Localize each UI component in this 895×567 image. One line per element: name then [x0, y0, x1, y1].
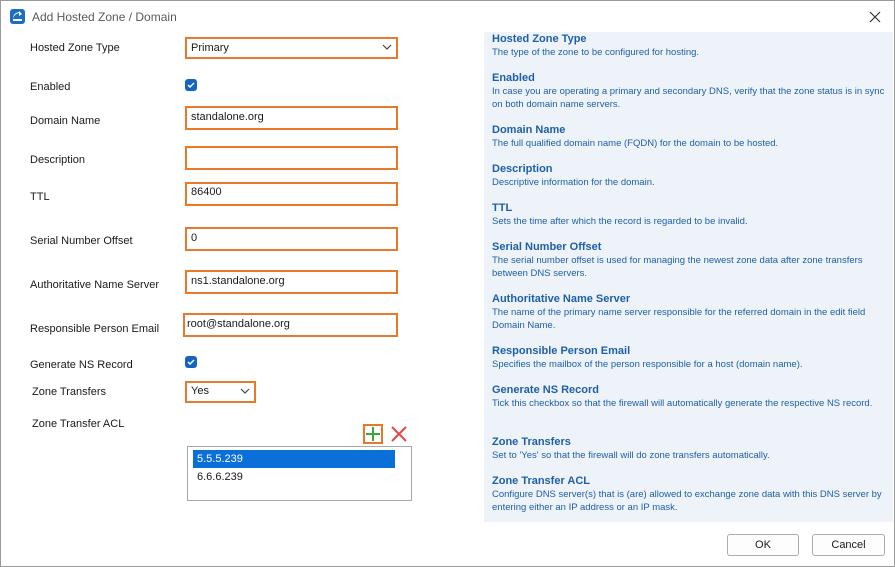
acl-label: Zone Transfer ACL [32, 418, 125, 430]
help-desc: The full qualified domain name (FQDN) for the domain to be hosted. [492, 138, 779, 149]
acl-listbox[interactable] [187, 446, 412, 501]
help-desc: Set to 'Yes' so that the firewall will do zone transfers automatically. [492, 450, 770, 461]
cancel-button[interactable]: Cancel [812, 534, 885, 556]
auth-ns-input[interactable]: ns1.standalone.org [185, 270, 398, 294]
help-title: Authoritative Name Server [492, 293, 631, 305]
help-desc: Sets the time after which the record is regarded to be invalid. [492, 216, 748, 227]
help-desc: Configure DNS server(s) that is (are) allowed to exchange zone data with this DNS server by entering either an IP address or an IP mask. [492, 489, 882, 513]
close-icon [864, 6, 886, 28]
ttl-input[interactable]: 86400 [185, 182, 398, 206]
close-button[interactable] [864, 6, 886, 28]
delete-x-icon [389, 424, 409, 444]
zone-transfers-label: Zone Transfers [32, 386, 106, 398]
hosted-zone-type-select[interactable] [185, 37, 398, 59]
help-title: Hosted Zone Type [492, 33, 587, 45]
help-desc: The type of the zone to be configured for hosting. [492, 47, 700, 58]
ttl-label: TTL [30, 191, 50, 203]
help-desc: The serial number offset is used for managing the newest zone data after zone transfers between DNS servers. [492, 255, 863, 279]
help-title: Domain Name [492, 124, 566, 136]
help-desc: In case you are operating a primary and secondary DNS, verify that the zone status is in sync on both domain name servers. [492, 86, 885, 110]
help-title: TTL [492, 202, 513, 214]
remove-acl-button[interactable] [389, 424, 409, 444]
help-title: Zone Transfers [492, 436, 571, 448]
gen-ns-checkbox[interactable] [185, 356, 197, 368]
description-label: Description [30, 154, 86, 166]
chevron-down-icon [381, 41, 393, 53]
gen-ns-label: Generate NS Record [30, 359, 133, 371]
window-title: Add Hosted Zone / Domain [32, 10, 177, 24]
app-logo-icon [10, 9, 25, 24]
ok-button[interactable]: OK [727, 534, 799, 556]
resp-person-input[interactable]: root@standalone.org [183, 313, 398, 337]
domain-name-label: Domain Name [30, 115, 101, 127]
checkmark-icon [186, 80, 196, 90]
help-title: Serial Number Offset [492, 241, 602, 253]
zone-transfers-value: Yes [191, 385, 209, 397]
serial-offset-input[interactable]: 0 [185, 227, 398, 251]
help-title: Generate NS Record [492, 384, 599, 396]
help-desc: The name of the primary name server responsible for the referred domain in the edit field Domain Name. [492, 307, 866, 331]
serial-offset-label: Serial Number Offset [30, 235, 133, 247]
list-item[interactable]: 6.6.6.239 [197, 471, 243, 483]
zone-transfers-select[interactable] [185, 381, 256, 403]
auth-ns-label: Authoritative Name Server [30, 279, 159, 291]
help-desc: Specifies the mailbox of the person responsible for a host (domain name). [492, 359, 803, 370]
help-title: Description [492, 163, 553, 175]
plus-icon [365, 426, 381, 442]
help-title: Enabled [492, 72, 535, 84]
resp-person-label: Responsible Person Email [30, 323, 160, 335]
domain-name-input[interactable]: standalone.org [185, 106, 398, 130]
enabled-checkbox[interactable] [185, 79, 197, 91]
enabled-label: Enabled [30, 81, 71, 93]
add-acl-button[interactable] [363, 424, 383, 444]
help-title: Zone Transfer ACL [492, 475, 590, 487]
title-bar [1, 1, 894, 33]
list-item[interactable]: 5.5.5.239 [193, 450, 395, 468]
help-desc: Tick this checkbox so that the firewall will automatically generate the respective NS record. [492, 398, 873, 409]
hosted-zone-type-value: Primary [191, 42, 229, 54]
hosted-zone-type-label: Hosted Zone Type [30, 42, 120, 54]
chevron-down-icon [239, 385, 251, 397]
help-title: Responsible Person Email [492, 345, 631, 357]
description-input[interactable] [185, 146, 398, 170]
help-desc: Descriptive information for the domain. [492, 177, 655, 188]
checkmark-icon [186, 357, 196, 367]
